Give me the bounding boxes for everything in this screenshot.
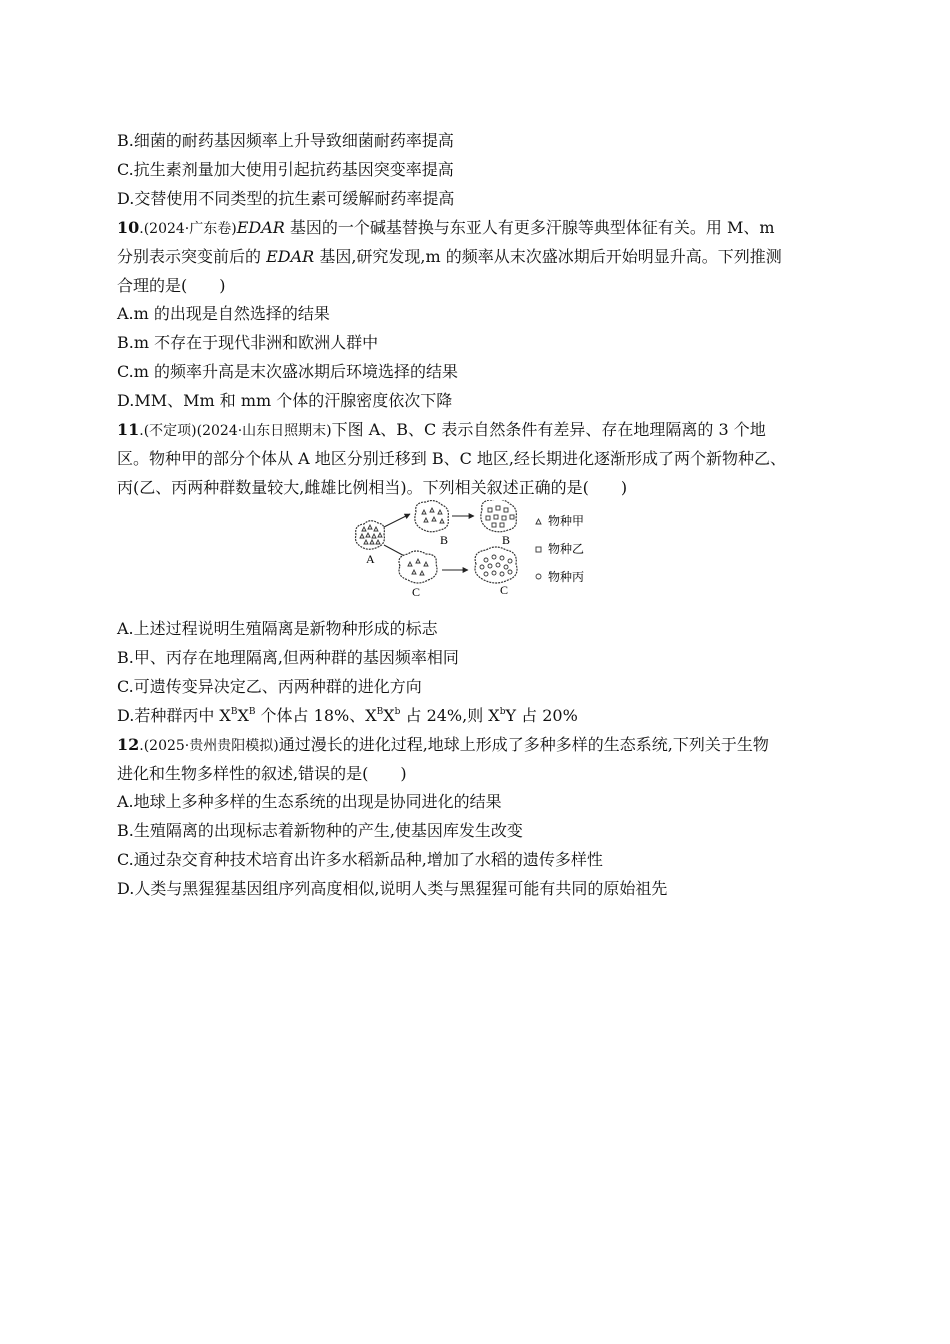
- q10-stem-text: 分别表示突变前后的: [117, 247, 262, 266]
- legend-bing: 物种丙: [548, 570, 585, 584]
- region-b-label-1: B: [440, 533, 449, 547]
- q11-stem-text: 下图 A、B、C 表示自然条件有差异、存在地理隔离的 3 个地: [331, 420, 766, 439]
- q10-gene-name: EDAR: [236, 218, 285, 237]
- q10-stem-text: 基因的一个碱基替换与东亚人有更多汗腺等典型体征有关。用 M、m: [289, 218, 775, 237]
- circle-icon: [536, 574, 541, 579]
- q12-stem-line2: 进化和生物多样性的叙述,错误的是( ): [117, 764, 407, 783]
- q11-stem-line1: [117, 420, 837, 441]
- q11-number: 11: [117, 420, 140, 439]
- q10-source: .(2024·广东卷): [139, 221, 237, 237]
- q12-option-c: C.通过杂交育种技术培育出许多水稻新品种,增加了水稻的遗传多样性: [117, 850, 603, 869]
- q11-option-c: C.可遗传变异决定乙、丙两种群的进化方向: [117, 677, 422, 696]
- region-b-label-2: B: [502, 533, 511, 547]
- q9-option-c: C.抗生素剂量加大使用引起抗药基因突变率提高: [117, 160, 454, 179]
- q9-option-b: B.细菌的耐药基因频率上升导致细菌耐药率提高: [117, 131, 454, 150]
- q9-option-d: D.交替使用不同类型的抗生素可缓解耐药率提高: [117, 189, 455, 208]
- legend-yi: 物种乙: [548, 542, 585, 556]
- q10-option-b: B.m 不存在于现代非洲和欧洲人群中: [117, 333, 379, 352]
- q12-stem-line1: [117, 735, 837, 756]
- speciation-diagram: [350, 500, 610, 600]
- q10-option-a: A.m 的出现是自然选择的结果: [117, 304, 330, 323]
- region-a-label: A: [366, 552, 375, 566]
- q10-stem-line3: 合理的是( ): [117, 276, 226, 295]
- q11-source: .(不定项)(2024·山东日照期末): [139, 423, 332, 439]
- legend-jia: 物种甲: [548, 514, 585, 528]
- region-c-blob-1: [399, 551, 437, 583]
- q10-stem-line1: [117, 218, 837, 239]
- q12-option-a: A.地球上多种多样的生态系统的出现是协同进化的结果: [117, 792, 502, 811]
- triangle-icon: [536, 519, 541, 524]
- q12-option-b: B.生殖隔离的出现标志着新物种的产生,使基因库发生改变: [117, 821, 523, 840]
- square-icon: [536, 547, 541, 552]
- q12-source: .(2025·贵州贵阳模拟): [139, 738, 279, 754]
- q12-option-d: D.人类与黑猩猩基因组序列高度相似,说明人类与黑猩猩可能有共同的原始祖先: [117, 879, 668, 898]
- q12-stem-text: 通过漫长的进化过程,地球上形成了多种多样的生态系统,下列关于生物: [278, 735, 769, 754]
- q10-stem-text: 基因,研究发现,m 的频率从末次盛冰期后开始明显升高。下列推测: [319, 247, 782, 266]
- region-b-blob-1: [415, 501, 449, 532]
- legend: [536, 513, 584, 584]
- q10-number: 10: [117, 218, 140, 237]
- q11-option-a: A.上述过程说明生殖隔离是新物种形成的标志: [117, 619, 438, 638]
- q11-option-b: B.甲、丙存在地理隔离,但两种群的基因频率相同: [117, 648, 459, 667]
- q12-number: 12: [117, 735, 140, 754]
- q11-stem-line3: 丙(乙、丙两种群数量较大,雌雄比例相当)。下列相关叙述正确的是( ): [117, 478, 628, 497]
- q10-option-c: C.m 的频率升高是末次盛冰期后环境选择的结果: [117, 362, 459, 381]
- q11-option-d: D.若种群丙中 $X^BX^B$ 个体占 18%、$X^BX^b$ 占 24%,则 $X^bY$ 占 20%: [117, 706, 578, 725]
- q10-option-d: D.MM、Mm 和 mm 个体的汗腺密度依次下降: [117, 391, 453, 410]
- region-c-label-1: C: [412, 585, 421, 599]
- q10-stem-line2: [117, 247, 837, 267]
- q11-stem-line2: 区。物种甲的部分个体从 A 地区分别迁移到 B、C 地区,经长期进化逐渐形成了两个新物种乙、: [117, 449, 786, 468]
- region-c-label-2: C: [500, 583, 509, 597]
- q10-gene-name: EDAR: [266, 247, 315, 266]
